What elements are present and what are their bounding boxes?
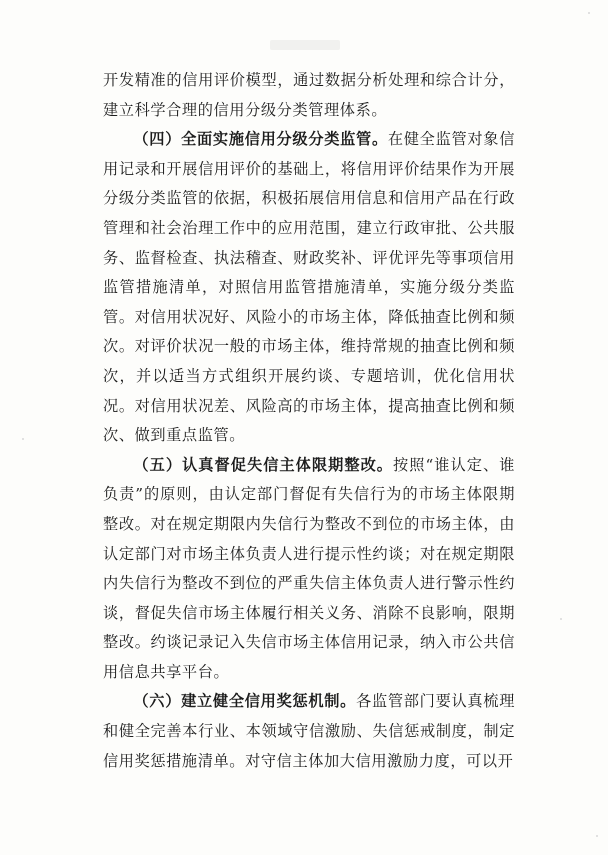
- scan-speck: [560, 618, 562, 620]
- section-heading: （四）全面实施信用分级分类监管。: [133, 130, 388, 149]
- section-heading: （六）建立健全信用奖惩机制。: [133, 692, 357, 711]
- paragraph-section-6: [103, 687, 515, 776]
- paragraph-continuation: [103, 66, 515, 125]
- paragraph-text: 按照“谁认定、谁负责”的原则，由认定部门督促有失信行为的市场主体限期整改。对在规定期限内失信行为整改不到位的市场主体，由认定部门对市场主体负责人进行提示性约谈；对在规定期限内失信行为整改不到位的严重失信主体负责人进行警示性约谈，督促失信市场主体履行相关义务、消除不良影响，限期整改。约谈记录记入失信市场主体信用记录，纳入市公共信用信息共享平台。: [103, 455, 515, 681]
- paragraph-section-5: [103, 451, 515, 688]
- faint-header-mark: [270, 40, 340, 50]
- paragraph-text: 在健全监管对象信用记录和开展信用评价的基础上，将信用评价结果作为开展分级分类监管的依据，积极拓展信用信息和信用产品在行政管理和社会治理工作中的应用范围，建立行政审批、公共服务、监督检查、执法稽查、财政奖补、评优评先等事项信用监管措施清单，对照信用监管措施清单，实施分级分类监管。对信用状况好、风险小的市场主体，降低抽查比例和频次。对评价状况一般的市场主体，维持常规的抽查比例和频次，并以适当方式组织开展约谈、专题培训，优化信用状况。对信用状况差、风险高的市场主体，提高抽查比例和频次、做到重点监管。: [103, 130, 515, 445]
- document-body: [103, 66, 515, 776]
- scan-speck: [596, 835, 598, 837]
- paragraph-section-4: [103, 125, 515, 451]
- paragraph-text: 各监管部门要认真梳理和健全完善本行业、本领域守信激励、失信惩戒制度，制定信用奖惩措施清单。对守信主体加大信用激励力度，可以开: [103, 692, 515, 770]
- paragraph-text: 开发精准的信用评价模型，通过数据分析处理和综合计分，建立科学合理的信用分级分类管理体系。: [103, 71, 515, 119]
- scan-speck: [22, 438, 24, 440]
- section-heading: （五）认真督促失信主体限期整改。: [133, 455, 394, 474]
- scan-speck: [588, 12, 590, 14]
